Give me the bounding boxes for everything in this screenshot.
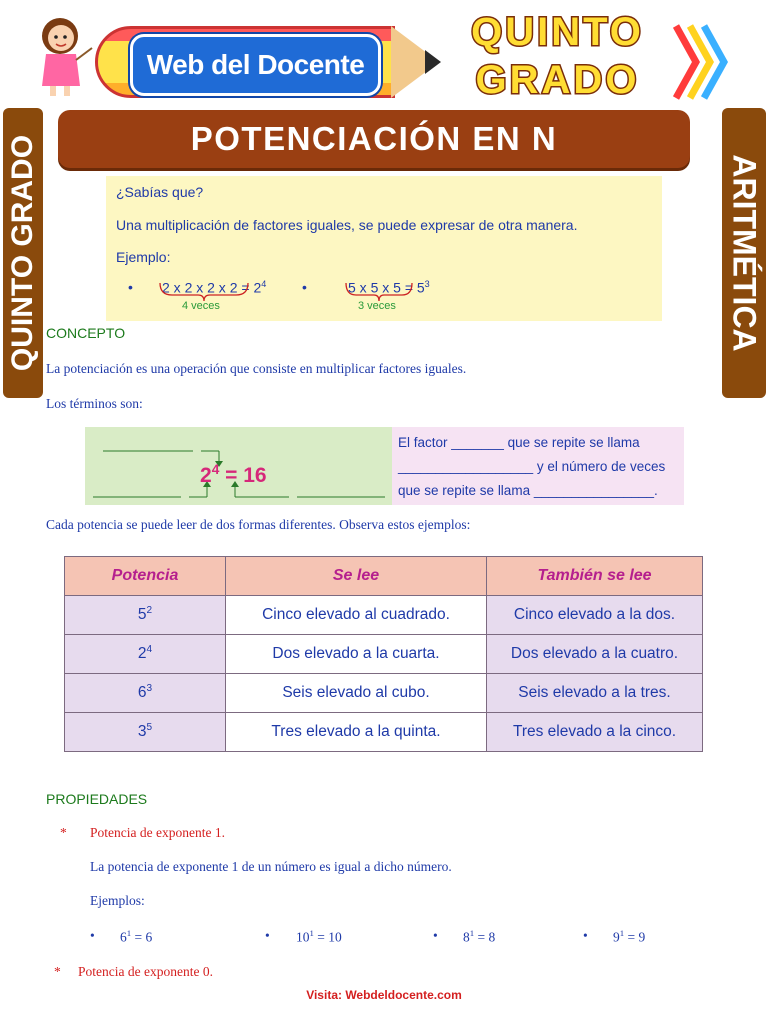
power-exp: 4: [146, 644, 153, 656]
grade-line1: QUINTO: [471, 10, 644, 54]
table-row: [65, 596, 703, 635]
info-question: ¿Sabías que?: [116, 184, 204, 200]
concepto-text: La potenciación es una operación que consiste en multiplicar factores iguales.: [46, 361, 467, 376]
table-row: [65, 635, 703, 674]
bullet-icon: •: [583, 928, 588, 943]
example1-exp: 4: [261, 279, 267, 289]
side-banner-subject-text: ARITMÉTICA: [726, 154, 763, 352]
grade-line2: GRADO: [475, 58, 640, 102]
property1-text: La potencia de exponente 1 de un número es igual a dicho número.: [90, 859, 452, 874]
example-base: 6: [120, 929, 127, 945]
equation-base: 2: [200, 464, 212, 487]
examples-label: Ejemplos:: [90, 893, 145, 908]
header-se-lee: Se lee: [226, 557, 487, 596]
powers-table: [64, 556, 703, 752]
power-exp: 2: [146, 605, 153, 617]
bullet-icon: •: [265, 928, 270, 943]
example1-note: 4 veces: [182, 300, 220, 312]
terms-line3: que se repite se llama ________________.: [398, 483, 658, 498]
example2-base: = 5: [404, 279, 425, 296]
grade-banner: [440, 8, 675, 104]
example-result: = 9: [624, 929, 646, 945]
concepto-heading: CONCEPTO: [46, 325, 126, 341]
pencil-lead: [425, 50, 441, 74]
power-base: 5: [137, 606, 147, 624]
equation-exp: 4: [211, 462, 220, 477]
example-exp: 1: [469, 928, 475, 938]
brand-pencil-logo: [95, 20, 440, 104]
terms-intro: Los términos son:: [46, 396, 143, 411]
header-tambien-se-lee: También se lee: [487, 557, 703, 596]
power-base: 6: [137, 684, 147, 702]
example-item: [463, 928, 495, 946]
side-banner-grade: [3, 108, 43, 398]
example-exp: 1: [126, 928, 132, 938]
example-item: [296, 928, 342, 946]
read-intro: Cada potencia se puede leer de dos formas diferentes. Observa estos ejemplos:: [46, 517, 471, 532]
also-read-cell: Cinco elevado a la dos.: [487, 596, 703, 635]
terms-line1: El factor _______ que se repite se llama: [398, 435, 640, 450]
example-result: = 6: [131, 929, 153, 945]
read-cell: Dos elevado a la cuarta.: [226, 635, 487, 674]
footer-visit-link[interactable]: Visita: Webdeldocente.com: [306, 988, 462, 1002]
also-read-cell: Seis elevado a la tres.: [487, 674, 703, 713]
table-row: [65, 713, 703, 752]
also-read-cell: Dos elevado a la cuatro.: [487, 635, 703, 674]
power-base: 3: [137, 723, 147, 741]
power-cell: [65, 713, 226, 752]
power-equation: [200, 462, 267, 488]
power-cell: [65, 674, 226, 713]
power-exp: 3: [146, 683, 153, 695]
example-result: = 8: [474, 929, 496, 945]
table-row: [65, 674, 703, 713]
chevron-arrows-icon: [672, 22, 732, 102]
equation-result: = 16: [219, 464, 267, 487]
info-line: Una multiplicación de factores iguales, se puede expresar de otra manera.: [116, 217, 578, 233]
asterisk-icon: *: [54, 964, 61, 979]
example-item: [120, 928, 152, 946]
read-cell: Seis elevado al cubo.: [226, 674, 487, 713]
example2-mult: 5 x 5 x 5: [348, 279, 401, 296]
asterisk-icon: *: [60, 825, 67, 840]
example-base: 10: [296, 929, 310, 945]
example2-exp: 3: [424, 279, 430, 289]
example-exp: 1: [619, 928, 625, 938]
power-exp: 5: [146, 722, 153, 734]
propiedades-heading: PROPIEDADES: [46, 791, 148, 807]
power-base: 2: [137, 645, 147, 663]
side-banner-grade-text: QUINTO GRADO: [6, 134, 39, 372]
example2-note: 3 veces: [358, 300, 396, 312]
example1-mult: 2 x 2 x 2 x 2: [162, 279, 238, 296]
example-exp: 1: [309, 928, 314, 938]
property1-title: Potencia de exponente 1.: [90, 825, 225, 840]
bullet-icon: •: [90, 928, 95, 943]
power-cell: [65, 635, 226, 674]
example-item: [613, 928, 645, 946]
read-cell: Cinco elevado al cuadrado.: [226, 596, 487, 635]
read-cell: Tres elevado a la quinta.: [226, 713, 487, 752]
terms-line2: __________________ y el número de veces: [398, 459, 666, 474]
side-banner-subject: [722, 108, 766, 398]
page-title: POTENCIACIÓN EN N: [58, 110, 690, 168]
property2-title: Potencia de exponente 0.: [78, 964, 213, 979]
table-header-row: [65, 557, 703, 596]
teacher-illustration: [30, 14, 94, 98]
info-box: [106, 176, 662, 321]
also-read-cell: Tres elevado a la cinco.: [487, 713, 703, 752]
brand-name: Web del Docente: [130, 34, 381, 96]
info-ejemplo: Ejemplo:: [116, 249, 171, 265]
bullet-icon: •: [302, 279, 307, 295]
example-base: 8: [463, 929, 470, 945]
power-cell: [65, 596, 226, 635]
header-potencia: Potencia: [65, 557, 226, 596]
example-result: = 10: [313, 929, 342, 945]
example1-base: = 2: [241, 279, 262, 296]
example-base: 9: [613, 929, 620, 945]
bullet-icon: •: [433, 928, 438, 943]
terms-description: [392, 427, 684, 505]
bullet-icon: •: [128, 279, 133, 295]
